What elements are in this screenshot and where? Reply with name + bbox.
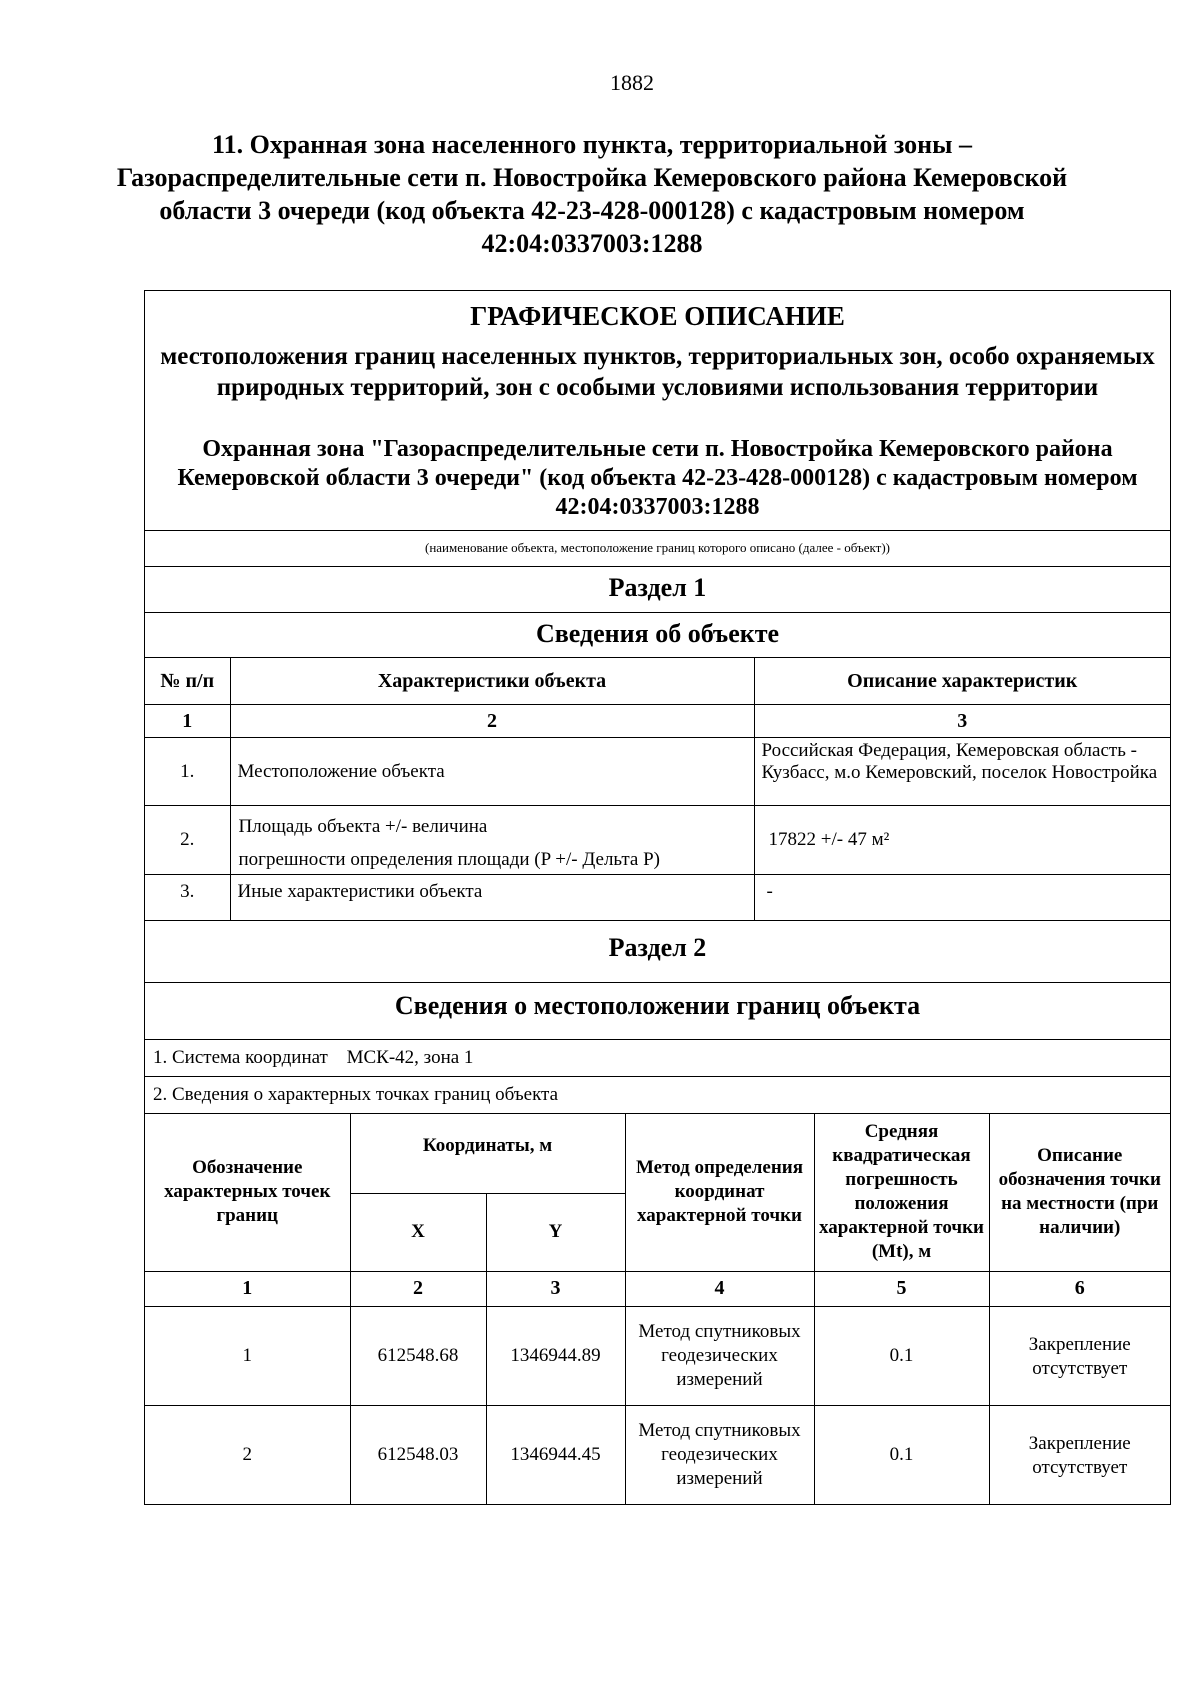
object-info-table — [145, 657, 1170, 920]
object-name: Охранная зона "Газораспределительные сети п. Новостройка Кемеровского района Кемеровской области 3 очереди" (код объекта 42-23-428-000128) с кадастровым номером 42:04:0337003:1288 — [177, 436, 1138, 520]
characteristic-value: Российская Федерация, Кемеровская область - Кузбасс, м.о Кемеровский, поселок Новостройка — [754, 738, 1170, 806]
column-number: 5 — [814, 1271, 989, 1306]
row-number: 1. — [145, 738, 230, 806]
characteristic-name — [230, 806, 754, 875]
point-method: Метод спутниковых геодезических измерений — [625, 1405, 814, 1504]
characteristic-name: Местоположение объекта — [230, 738, 754, 806]
points-table-column-numbers — [145, 1271, 1170, 1306]
column-number: 1 — [145, 705, 230, 738]
point-x: 612548.68 — [350, 1306, 486, 1405]
characteristic-name-line: погрешности определения площади (P +/- Дельта P) — [238, 849, 660, 870]
characteristic-value: 17822 +/- 47 м² — [754, 806, 1170, 875]
column-number: 2 — [350, 1271, 486, 1306]
point-id: 1 — [145, 1306, 350, 1405]
column-header-number: № п/п — [145, 658, 230, 705]
graphic-description-subtitle: местоположения границ населенных пунктов, территориальных зон, особо охраняемых природных территорий, зон с особыми условиями использования территории — [160, 343, 1155, 401]
coordinate-system-line — [145, 1039, 1170, 1076]
column-number: 3 — [754, 705, 1170, 738]
point-description: Закрепление отсутствует — [989, 1405, 1170, 1504]
column-header-point-designation: Обозначение характерных точек границ — [145, 1113, 350, 1271]
page-number: 1882 — [610, 70, 654, 95]
row-number: 3. — [145, 875, 230, 920]
column-number: 4 — [625, 1271, 814, 1306]
graphic-description-title: ГРАФИЧЕСКОЕ ОПИСАНИЕ — [470, 301, 845, 331]
boundary-points-label: 2. Сведения о характерных точках границ объекта — [145, 1076, 1170, 1113]
row-number: 2. — [145, 806, 230, 875]
column-number: 2 — [230, 705, 754, 738]
table-row — [145, 738, 1170, 806]
object-table-column-numbers — [145, 705, 1170, 738]
points-table-header-row — [145, 1113, 1170, 1193]
object-table-header-row — [145, 658, 1170, 705]
boundary-points-table — [145, 1113, 1170, 1505]
column-number: 3 — [486, 1271, 625, 1306]
graphic-description-sheet — [144, 290, 1171, 1505]
column-number: 1 — [145, 1271, 350, 1306]
object-name-caption: (наименование объекта, местоположение границ которого описано (далее - объект)) — [145, 530, 1170, 566]
coordinate-system-value: МСК-42, зона 1 — [346, 1046, 474, 1068]
characteristic-name: Иные характеристики объекта — [230, 875, 754, 920]
point-y: 1346944.45 — [486, 1405, 625, 1504]
column-header-x: X — [350, 1193, 486, 1271]
column-header-method: Метод определения координат характерной точки — [625, 1113, 814, 1271]
section-2-title: Сведения о местоположении границ объекта — [145, 982, 1170, 1039]
point-error: 0.1 — [814, 1405, 989, 1504]
document-heading: 11. Охранная зона населенного пункта, территориальной зоны – Газораспределительные сети п. Новостройка Кемеровского района Кемеровской области 3 очереди (код объекта 42-23-428-000128) с кадастровым номером 42:04:0337003:1288 — [116, 130, 1068, 258]
table-row — [145, 875, 1170, 920]
point-x: 612548.03 — [350, 1405, 486, 1504]
point-method: Метод спутниковых геодезических измерений — [625, 1306, 814, 1405]
column-number: 6 — [989, 1271, 1170, 1306]
column-header-coordinates: Координаты, м — [350, 1113, 625, 1193]
table-row — [145, 1405, 1170, 1504]
section-1-label: Раздел 1 — [145, 566, 1170, 612]
section-1-title: Сведения об объекте — [145, 612, 1170, 657]
point-error: 0.1 — [814, 1306, 989, 1405]
column-header-characteristics: Характеристики объекта — [230, 658, 754, 705]
point-y: 1346944.89 — [486, 1306, 625, 1405]
table-row — [145, 806, 1170, 875]
column-header-point-description: Описание обозначения точки на местности (при наличии) — [989, 1113, 1170, 1271]
section-2-label: Раздел 2 — [145, 920, 1170, 982]
column-header-y: Y — [486, 1193, 625, 1271]
graphic-description-header — [145, 291, 1170, 530]
point-id: 2 — [145, 1405, 350, 1504]
coordinate-system-label: 1. Система координат — [153, 1046, 328, 1068]
table-row — [145, 1306, 1170, 1405]
column-header-error: Средняя квадратическая погрешность положения характерной точки (Mt), м — [814, 1113, 989, 1271]
characteristic-name-line: Площадь объекта +/- величина — [238, 816, 488, 837]
characteristic-value: - — [754, 875, 1170, 920]
point-description: Закрепление отсутствует — [989, 1306, 1170, 1405]
column-header-description: Описание характеристик — [754, 658, 1170, 705]
